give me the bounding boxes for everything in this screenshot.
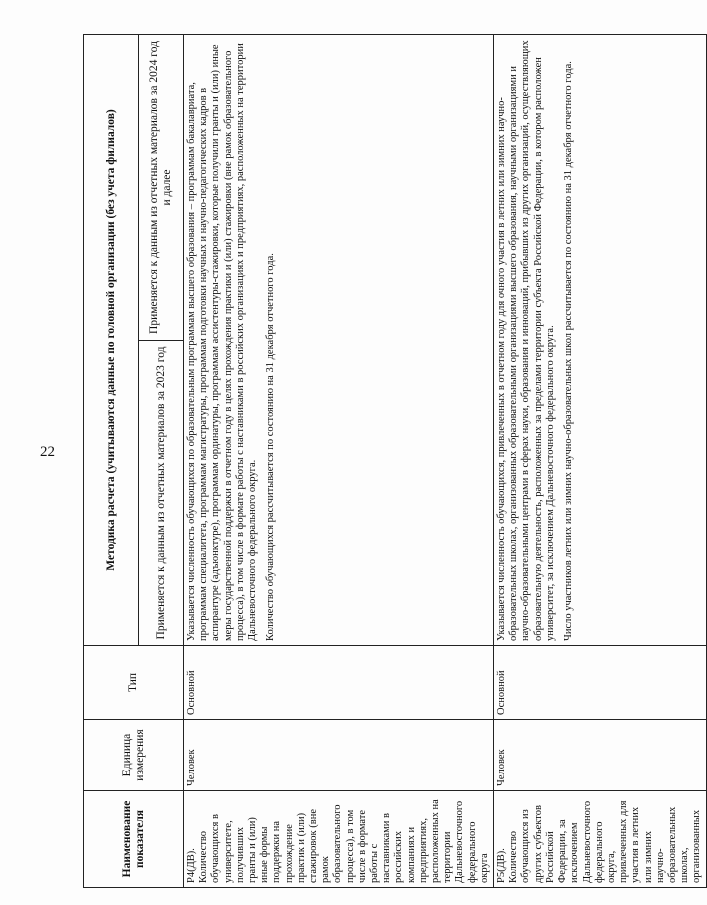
indicator-method [184, 34, 494, 645]
indicator-unit: Человек [184, 720, 494, 791]
indicators-table [83, 34, 707, 888]
method-paragraph: Указывается численность обучающихся, привлеченных в отчетном году для очного участия в летних или зимних научно-образовательных школах, организованных образовательными организациями высшего образования, научными организациями и научно-образовательными центрами в сферах науки, образования и инноваций, прибывших из других организаций, осуществляющих образовательную деятельность, расположенных за пределами территории субъекта Российской Федерации, в котором расположен университет, за исключением Дальневосточного федерального округа. [496, 40, 556, 641]
page-number: 22 [40, 444, 55, 460]
method-paragraph: Количество обучающихся рассчитывается по состоянию на 31 декабря отчетного года. [265, 253, 277, 641]
method-paragraph: Указывается численность обучающихся по образовательным программам высшего образования – программам бакалавриата, программам специалитета, программам магистратуры, программам подготовки научных и научно-педагогических кадров в аспирантуре (адъюнктуре), программам ординатуры, программам ассистентуры-стажировки, которые получили гранты и (или) иные меры государственной поддержки в отчетном году в целях прохождения практики и (или) стажировки (вне рамок образовательного процесса), в том числе в формате работы с наставниками в российских организациях и предприятиях, расположенных на территории Дальневосточного федерального округа. [186, 43, 259, 641]
indicator-unit: Человек [494, 720, 706, 791]
header-2024: Применяется к данным из отчетных материалов за 2024 год и далее [139, 34, 184, 340]
indicator-type: Основной [494, 646, 706, 720]
header-2023: Применяется к данным из отчетных материалов за 2023 год [139, 341, 184, 646]
header-row [84, 34, 139, 887]
table-row [494, 34, 706, 887]
header-name: Наименование показателя [84, 791, 184, 888]
indicator-name: Р5(ДВ). Количество обучающихся из других субъектов Российской Федерации, за исключением Дальневосточного федерального округа, привлеченных для участия в летних или зимних научно-образовательных школах, организованных [494, 791, 706, 888]
method-paragraph: Число участников летних или зимних научно-образовательных школ рассчитывается по состоянию на 31 декабря отчетного года. [563, 61, 575, 641]
header-method: Методика расчета (учитываются данные по головной организации (без учета филиалов) [84, 34, 139, 645]
table-row [184, 34, 494, 887]
indicator-method [494, 34, 706, 645]
indicator-type: Основной [184, 646, 494, 720]
indicator-name: Р4(ДВ). Количество обучающихся в университете, получивших гранты и (или) иные формы поддержки на прохождение практик и (или) стажировок (вне рамок образовательного процесса), в том числе в формате работы с наставниками в российских компаниях и предприятиях, расположенных на территории Дальневосточного федерального округа [184, 791, 494, 888]
header-unit: Единица измерения [84, 720, 184, 791]
header-type: Тип [84, 646, 184, 720]
rotated-table-container [83, 35, 703, 888]
